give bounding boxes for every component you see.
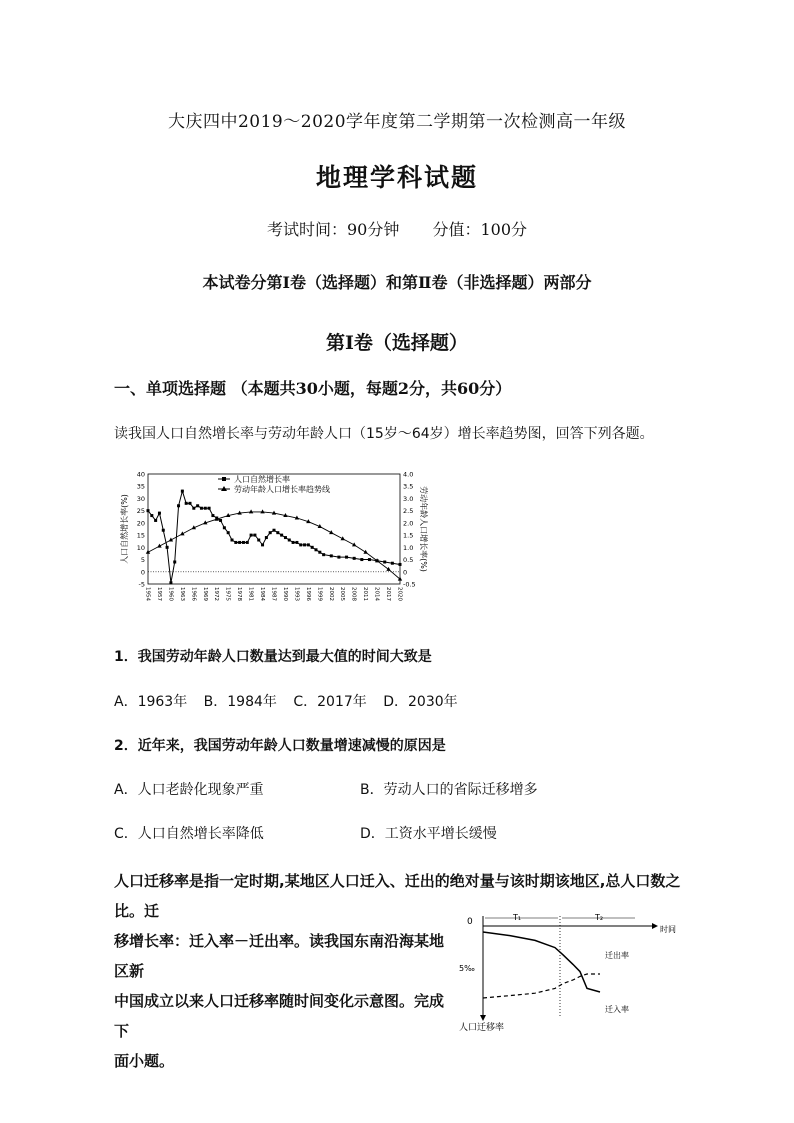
labor-trend-point: [386, 567, 390, 571]
page-title: 地理学科试题: [315, 163, 478, 192]
x-tick-label: 1960: [167, 587, 174, 601]
y2-tick-label: 3.0: [403, 494, 414, 503]
x-tick-label: 2017: [385, 587, 392, 601]
natural-growth-point: [204, 507, 207, 510]
x-tick-label: 1993: [293, 587, 300, 601]
label-emigration: 迁出率: [605, 951, 629, 960]
natural-growth-point: [292, 541, 295, 544]
passage-line-3: 中国成立以来人口迁移率随时间变化示意图。完成下: [114, 992, 445, 1040]
x-tick-label: 1999: [316, 587, 323, 601]
natural-growth-point: [219, 519, 222, 522]
y2-tick-label: 2.5: [403, 507, 414, 516]
natural-growth-point: [269, 531, 272, 534]
migration-rate-chart: [455, 908, 695, 1036]
natural-growth-point: [162, 529, 165, 532]
x-tick-label: 2014: [373, 587, 380, 601]
emigration-curve: [483, 932, 600, 992]
y2-tick-label: 1.0: [403, 543, 414, 552]
natural-growth-point: [257, 539, 260, 542]
y-tick-label: 30: [136, 494, 145, 503]
q1-option-b[interactable]: B．1984年: [203, 694, 277, 710]
y-mark-label: 5‰: [459, 964, 475, 973]
x-tick-label: 2002: [327, 587, 334, 601]
y-tick-label: 5: [140, 556, 145, 565]
natural-growth-point: [185, 502, 188, 505]
q2-option-c[interactable]: C．人口自然增长率降低: [114, 826, 264, 842]
y2-axis-label: 劳动年龄人口增长率(%): [419, 486, 428, 572]
natural-growth-point: [345, 556, 348, 559]
passage-line-2: 移增长率：迁入率－迁出率。读我国东南沿海某地区新: [114, 932, 445, 980]
natural-growth-point: [399, 563, 402, 566]
natural-growth-point: [192, 507, 195, 510]
y2-tick-label: 0.5: [403, 556, 414, 565]
exam-score: 分值：100分: [432, 220, 527, 239]
y-tick-label: 40: [136, 470, 145, 479]
natural-growth-point: [181, 490, 184, 493]
natural-growth-point: [211, 514, 214, 517]
natural-growth-point: [227, 531, 230, 534]
question-1-stem: 1．我国劳动年龄人口数量达到最大值的时间大致是: [114, 649, 432, 665]
x-tick-label: 2011: [362, 587, 369, 601]
legend-labor-trend: 劳动年龄人口增长率趋势线: [234, 485, 330, 494]
labor-trend-point: [260, 509, 264, 513]
natural-growth-point: [318, 551, 321, 554]
natural-growth-point: [360, 558, 363, 561]
x-tick-label: 2008: [350, 587, 357, 601]
natural-growth-point: [238, 541, 241, 544]
natural-growth-point: [189, 502, 192, 505]
y2-tick-label: 4.0: [403, 470, 414, 479]
natural-growth-point: [280, 534, 283, 537]
natural-growth-point: [330, 554, 333, 557]
y2-tick-label: 0: [403, 568, 408, 577]
natural-growth-point: [250, 534, 253, 537]
natural-growth-point: [337, 556, 340, 559]
x-tick-label: 1975: [224, 587, 231, 601]
labor-trend-line: [148, 512, 400, 579]
natural-growth-point: [383, 561, 386, 564]
natural-growth-point: [196, 504, 199, 507]
natural-growth-point: [253, 534, 256, 537]
q1-option-c[interactable]: C．2017年: [293, 694, 367, 710]
natural-growth-point: [200, 507, 203, 510]
y-axis-label: 人口自然增长率(%): [120, 494, 129, 564]
exam-time: 考试时间：90分钟: [266, 220, 400, 239]
period-t1: T₁: [513, 913, 522, 922]
natural-growth-point: [288, 539, 291, 542]
passage-line-1: 人口迁移率是指一定时期,某地区人口迁入、迁出的绝对量与该时期该地区,总人口数之比。迁: [114, 872, 681, 920]
natural-growth-point: [150, 514, 153, 517]
natural-growth-point: [353, 557, 356, 560]
y2-tick-label: 2.0: [403, 519, 414, 528]
q2-option-a[interactable]: A．人口老龄化现象严重: [114, 782, 264, 798]
x-tick-label: 1972: [213, 587, 220, 601]
x-tick-label: 1984: [259, 587, 266, 601]
natural-growth-point: [391, 562, 394, 565]
q1-option-a[interactable]: A．1963年: [114, 694, 188, 710]
q2-option-d[interactable]: D．工资水平增长缓慢: [360, 826, 497, 842]
natural-growth-point: [177, 504, 180, 507]
x-tick-label: 1969: [201, 587, 208, 601]
natural-growth-point: [208, 507, 211, 510]
x-tick-label: 1987: [270, 587, 277, 601]
natural-growth-point: [166, 546, 169, 549]
y2-tick-label: 3.5: [403, 482, 414, 491]
natural-growth-point: [322, 553, 325, 556]
y-tick-label: 15: [136, 531, 145, 540]
x-tick-label: 1978: [236, 587, 243, 601]
y-axis-label-migration: 人口迁移率: [459, 1023, 505, 1033]
section-intro: 读我国人口自然增长率与劳动年龄人口（15岁～64岁）增长率趋势图，回答下列各题。: [114, 426, 654, 442]
natural-growth-point: [223, 526, 226, 529]
natural-growth-point: [276, 531, 279, 534]
natural-growth-point: [147, 509, 150, 512]
natural-growth-point: [273, 529, 276, 532]
x-tick-label: 1957: [155, 587, 162, 601]
passage-line-4: 面小题。: [114, 1052, 175, 1070]
natural-growth-point: [303, 543, 306, 546]
q1-option-d[interactable]: D．2030年: [383, 694, 458, 710]
parts-note: 本试卷分第Ⅰ卷（选择题）和第Ⅱ卷（非选择题）两部分: [202, 273, 592, 292]
y-tick-label: 10: [136, 543, 145, 552]
natural-growth-point: [242, 541, 245, 544]
natural-growth-point: [154, 519, 157, 522]
x-tick-label: 1954: [144, 587, 151, 601]
natural-growth-point: [299, 543, 302, 546]
natural-growth-point: [246, 541, 249, 544]
q2-option-b[interactable]: B．劳动人口的省际迁移增多: [360, 782, 538, 798]
y-tick-label: 0: [140, 568, 145, 577]
natural-growth-point: [307, 543, 310, 546]
y-tick-label: 20: [136, 519, 145, 528]
y2-tick-label: 1.5: [403, 531, 414, 540]
labor-trend-point: [249, 509, 253, 513]
x-tick-label: 2005: [339, 587, 346, 601]
natural-growth-point: [234, 541, 237, 544]
x-tick-label: 1966: [190, 587, 197, 601]
natural-growth-point: [295, 541, 298, 544]
natural-growth-point: [231, 539, 234, 542]
label-immigration: 迁入率: [605, 1005, 629, 1014]
y2-tick-label: -0.5: [403, 580, 416, 589]
natural-growth-point: [311, 546, 314, 549]
x-tick-label: 2020: [396, 587, 403, 601]
y-tick-label: 35: [136, 482, 145, 491]
natural-growth-point: [169, 581, 172, 584]
natural-growth-point: [173, 561, 176, 564]
natural-growth-line: [148, 491, 400, 583]
period-t2: T₂: [595, 913, 604, 922]
natural-growth-point: [261, 543, 264, 546]
natural-growth-point: [368, 558, 371, 561]
x-tick-label: 1990: [281, 587, 288, 601]
natural-growth-point: [265, 536, 268, 539]
question-2-stem: 2．近年来，我国劳动年龄人口数量增速减慢的原因是: [114, 738, 446, 754]
section-heading: 一、单项选择题 （本题共30小题，每题2分，共60分）: [114, 379, 512, 398]
natural-growth-point: [315, 548, 318, 551]
legend-natural-growth: 人口自然增长率: [234, 475, 290, 484]
y-tick-label: 25: [136, 507, 145, 516]
natural-growth-point: [284, 536, 287, 539]
origin-label: 0: [467, 917, 473, 927]
school-header: 大庆四中2019～2020学年度第二学期第一次检测高一年级: [167, 112, 627, 132]
exam-meta: [0, 217, 794, 240]
x-tick-label: 1963: [178, 587, 185, 601]
x-tick-label: 1981: [247, 587, 254, 601]
question-1-options: [114, 691, 470, 711]
population-growth-chart: [118, 466, 428, 611]
y-tick-label: -5: [138, 580, 145, 589]
volume-title: 第Ⅰ卷（选择题）: [326, 332, 468, 354]
x-axis-label: 时间: [660, 925, 676, 934]
x-tick-label: 1996: [304, 587, 311, 601]
natural-growth-point: [158, 512, 161, 515]
